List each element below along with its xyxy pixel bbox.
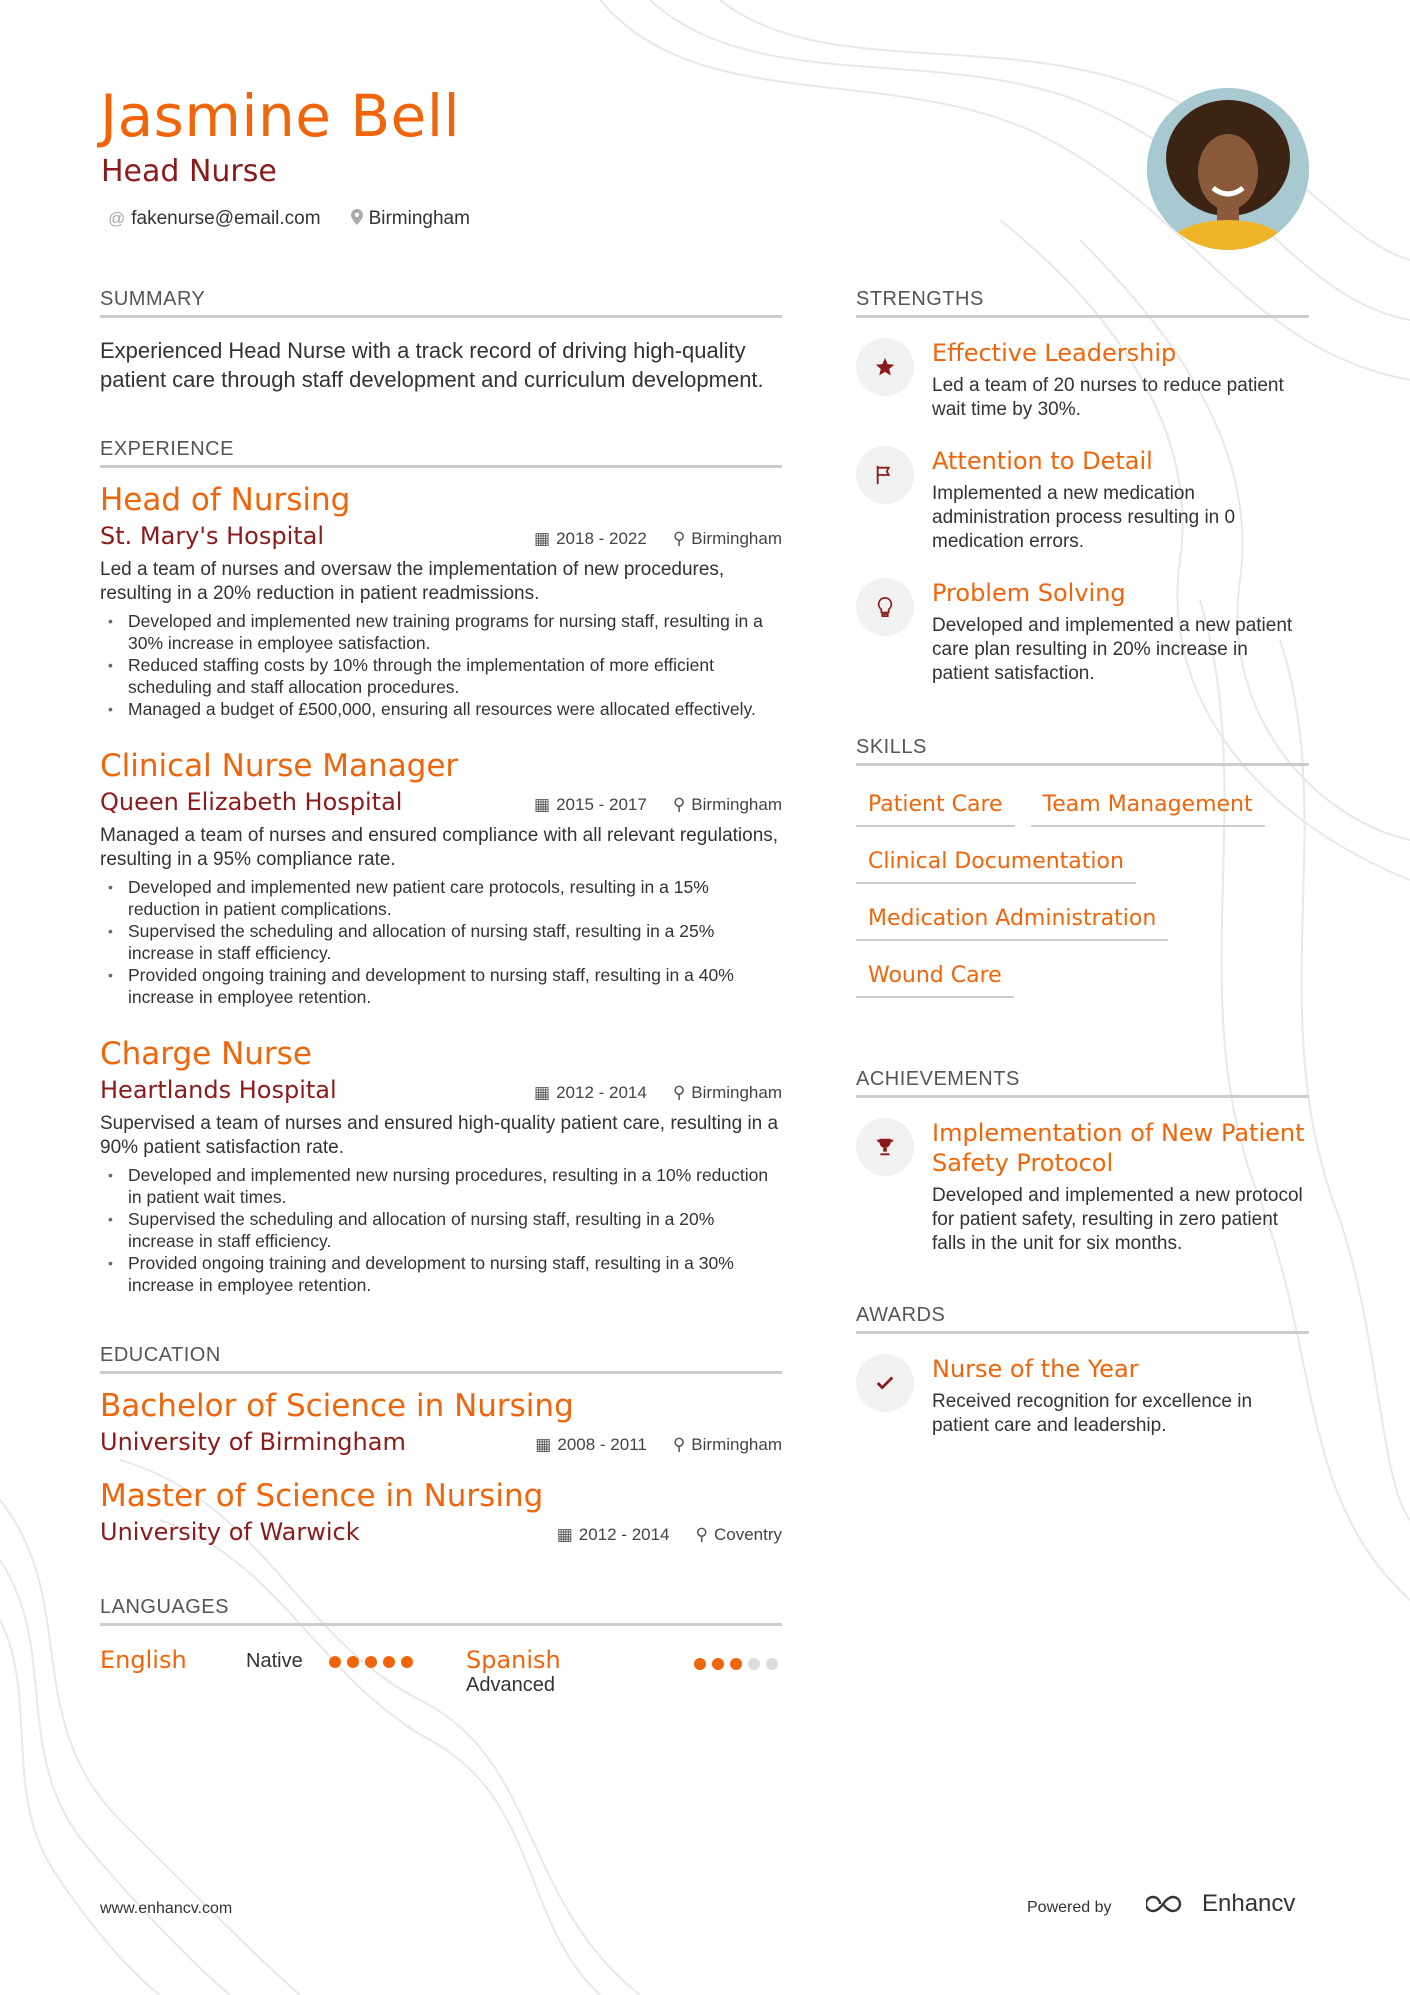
skills-section [856,736,1309,998]
language-entry [466,1646,561,1697]
job-bullet: • Supervised the scheduling and allocation of nursing staff, resulting in a 20% increase in staff efficiency. [100,1208,782,1252]
proficiency-dot [730,1658,742,1670]
job-entry [100,1036,782,1296]
experience-section [100,438,782,1296]
job-bullet: • Provided ongoing training and development to nursing staff, resulting in a 30% increase in employee retention. [100,1252,782,1296]
summary-section [100,288,782,394]
check-icon [856,1354,914,1412]
candidate-name: Jasmine Bell [100,82,461,150]
strength-item [856,578,1309,686]
calendar-icon: ▦ [556,1525,573,1544]
education-section [100,1344,782,1546]
powered-by-text: Powered by [1027,1899,1112,1916]
strength-desc: Led a team of 20 nurses to reduce patient wait time by 30%. [932,375,1284,420]
language-level: Native [246,1650,303,1672]
edu-location: Birmingham [691,1435,782,1454]
strength-title: Problem Solving [932,579,1126,607]
proficiency-dot [383,1656,395,1668]
achievement-desc: Developed and implemented a new protocol for patient safety, resulting in zero patient falls in the unit for six months. [932,1185,1303,1254]
proficiency-dot [748,1658,760,1670]
languages-heading: LANGUAGES [100,1596,782,1626]
achievements-heading: ACHIEVEMENTS [856,1068,1309,1098]
skill-tag: Medication Administration [856,898,1168,941]
languages-section [100,1596,782,1706]
location-pin-icon [351,209,363,230]
flag-icon [856,446,914,504]
job-title: Clinical Nurse Manager [100,748,459,784]
edu-location: Coventry [713,1525,782,1544]
profile-photo [1147,88,1309,250]
candidate-headline: Head Nurse [101,154,277,189]
job-bullet: • Reduced staffing costs by 10% through the implementation of more efficient scheduling and staff allocation procedures. [100,654,782,698]
summary-heading: SUMMARY [100,288,782,318]
proficiency-dot [365,1656,377,1668]
language-name: English [100,1646,187,1674]
awards-section [856,1304,1309,1438]
company-name: St. Mary's Hospital [100,522,325,550]
job-description: Managed a team of nurses and ensured compliance with all relevant regulations, resulting in a 95% compliance rate. [100,825,779,870]
language-level: Advanced [466,1674,555,1696]
calendar-icon: ▦ [534,529,551,548]
contact-info [108,208,470,230]
company-name: Heartlands Hospital [100,1076,337,1104]
summary-text: Experienced Head Nurse with a track record of driving high-quality patient care through staff development and curriculum development. [100,338,764,392]
skill-tag: Patient Care [856,784,1015,827]
job-bullet: • Provided ongoing training and development to nursing staff, resulting in a 40% increase in employee retention. [100,964,782,1008]
strength-item [856,338,1309,422]
job-bullet: • Supervised the scheduling and allocation of nursing staff, resulting in a 25% increase in staff efficiency. [100,920,782,964]
degree-title: Bachelor of Science in Nursing [100,1388,574,1424]
education-heading: EDUCATION [100,1344,782,1374]
education-entry [100,1478,782,1546]
contact-email[interactable] [108,208,321,230]
edu-dates: 2008 - 2011 [557,1435,647,1454]
footer-url[interactable]: www.enhancv.com [100,1900,233,1917]
job-bullets [100,610,782,720]
calendar-icon: ▦ [534,1083,551,1102]
skills-heading: SKILLS [856,736,1309,766]
language-entry [100,1646,187,1674]
brand-name: Enhancv [1202,1890,1296,1917]
job-bullet: • Developed and implemented new training programs for nursing staff, resulting in a 30% increase in employee satisfaction. [100,610,782,654]
skills-list [856,784,1309,998]
proficiency-dot [694,1658,706,1670]
job-bullets [100,1164,782,1296]
right-column [856,288,1309,1438]
calendar-icon: ▦ [534,795,551,814]
calendar-icon: ▦ [535,1435,552,1454]
at-icon: @ [108,209,126,228]
job-dates: 2012 - 2014 [556,1083,647,1102]
star-icon [856,338,914,396]
job-entry [100,748,782,1008]
education-entry [100,1388,782,1456]
skill-tag: Clinical Documentation [856,841,1136,884]
job-bullet: • Developed and implemented new patient care protocols, resulting in a 15% reduction in patient complications. [100,876,782,920]
job-location: Birmingham [691,795,782,814]
left-column [100,288,782,1706]
proficiency-dot [712,1658,724,1670]
award-item [856,1354,1309,1438]
skill-tag: Wound Care [856,955,1014,998]
language-level-wrap [246,1650,303,1673]
job-title: Charge Nurse [100,1036,312,1072]
school-name: University of Warwick [100,1518,360,1546]
strength-desc: Developed and implemented a new patient care plan resulting in 20% increase in patient satisfaction. [932,615,1293,684]
location-pin-icon: ⚲ [672,529,686,548]
job-description: Led a team of nurses and oversaw the implementation of new procedures, resulting in a 20% reduction in patient readmissions. [100,559,725,604]
experience-heading: EXPERIENCE [100,438,782,468]
enhancv-logo-icon [1146,1892,1194,1916]
strength-item [856,446,1309,554]
strength-title: Attention to Detail [932,447,1153,475]
awards-heading: AWARDS [856,1304,1309,1334]
edu-dates: 2012 - 2014 [578,1525,670,1544]
award-desc: Received recognition for excellence in patient care and leadership. [932,1391,1253,1436]
job-bullet: • Developed and implemented new nursing procedures, resulting in a 10% reduction in patient wait times. [100,1164,782,1208]
email-text: fakenurse@email.com [131,208,321,229]
award-title: Nurse of the Year [932,1355,1139,1383]
strength-desc: Implemented a new medication administration process resulting in 0 medication errors. [932,483,1236,552]
achievement-item [856,1118,1309,1256]
job-bullets [100,876,782,1008]
location-text: Birmingham [368,208,470,229]
location-pin-icon: ⚲ [695,1525,708,1544]
job-location: Birmingham [691,1083,782,1102]
language-proficiency-dots [329,1656,413,1668]
proficiency-dot [329,1656,341,1668]
degree-title: Master of Science in Nursing [100,1478,544,1514]
job-dates: 2018 - 2022 [556,529,647,548]
trophy-icon [856,1118,914,1176]
brand-logo[interactable] [1146,1890,1295,1918]
achievement-title: Implementation of New Patient Safety Protocol [932,1119,1305,1177]
location-pin-icon: ⚲ [672,1435,686,1454]
location-pin-icon: ⚲ [672,795,686,814]
achievements-section [856,1068,1309,1256]
job-location: Birmingham [691,529,782,548]
proficiency-dot [766,1658,778,1670]
company-name: Queen Elizabeth Hospital [100,788,403,816]
school-name: University of Birmingham [100,1428,406,1456]
strength-title: Effective Leadership [932,339,1177,367]
proficiency-dot [401,1656,413,1668]
job-title: Head of Nursing [100,482,351,518]
job-entry [100,482,782,720]
contact-location [351,208,470,230]
job-description: Supervised a team of nurses and ensured high-quality patient care, resulting in a 90% patient satisfaction rate. [100,1113,779,1158]
lightbulb-icon [856,578,914,636]
job-bullet: • Managed a budget of £500,000, ensuring all resources were allocated effectively. [100,698,782,720]
job-dates: 2015 - 2017 [556,795,647,814]
proficiency-dot [347,1656,359,1668]
location-pin-icon: ⚲ [672,1083,686,1102]
skill-tag: Team Management [1031,784,1265,827]
strengths-heading: STRENGTHS [856,288,1309,318]
language-name: Spanish [466,1646,561,1674]
strengths-section [856,288,1309,686]
language-proficiency-dots [694,1658,778,1670]
